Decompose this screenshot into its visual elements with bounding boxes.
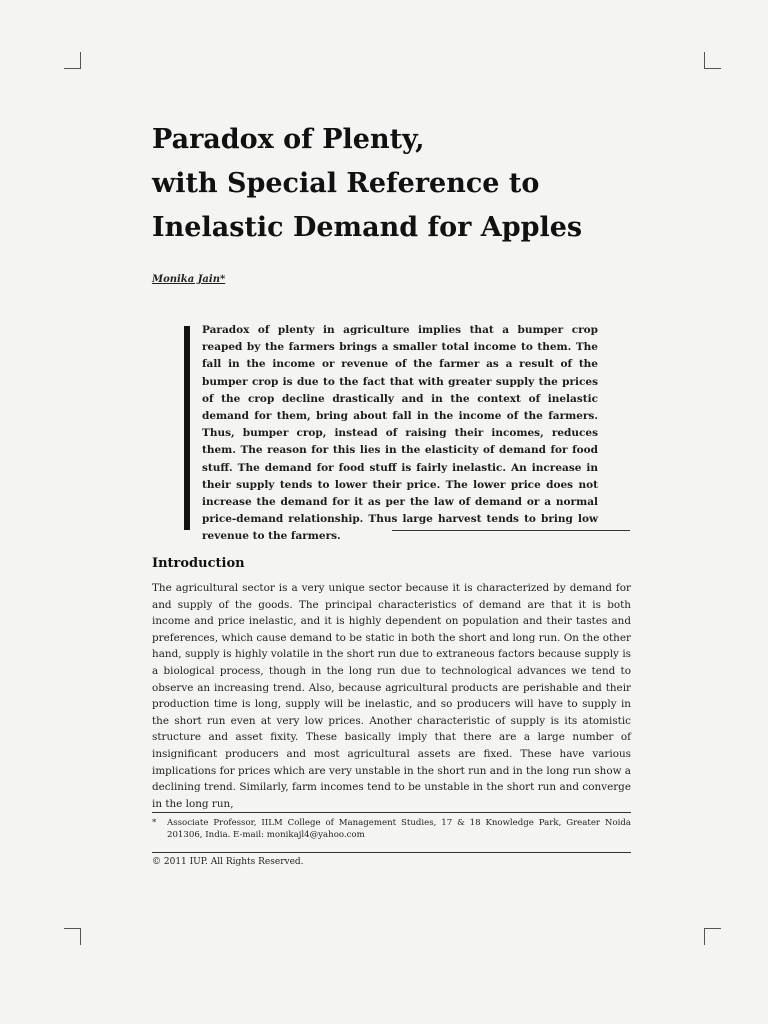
- copyright-divider: [152, 852, 631, 853]
- abstract-side-bar: [184, 326, 190, 530]
- title-line-1: Paradox of Plenty,: [152, 124, 425, 155]
- footnote-text: Associate Professor, IILM College of Management Studies, 17 & 18 Knowledge Park, Greater Noida 201306, India. E-mail: monikajl4@yahoo.com: [167, 818, 631, 840]
- section-heading-introduction: Introduction: [152, 556, 245, 571]
- abstract-text: Paradox of plenty in agriculture implies that a bumper crop reaped by the farmers brings a smaller total income to them. The fall in the income or revenue of the farmer as a result of the bumper crop is due to the fact that with greater supply the prices of the crop decline drastically and in the context of inelastic demand for them, bring about fall in the income of the farmers. Thus, bumper crop, instead of raising their incomes, reduces them. The reason for this lies in the elasticity of demand for food stuff. The demand for food stuff is fairly inelastic. An increase in their supply tends to lower their price. The lower price does not increase the demand for it as per the law of demand or a normal price-demand relationship. Thus large harvest tends to bring low revenue to the farmers.: [202, 324, 598, 543]
- title-line-3: Inelastic Demand for Apples: [152, 212, 583, 243]
- author-name: Monika Jain*: [152, 274, 226, 285]
- crop-mark-top-right: [704, 52, 721, 69]
- footnote-divider: [152, 812, 631, 813]
- introduction-paragraph: The agricultural sector is a very unique sector because it is characterized by demand for and supply of the goods. The principal characteristics of demand are that it is both income and price inelastic, and it is highly dependent on population and their tastes and preferences, which cause demand to be static in both the short and long run. On the other hand, supply is highly volatile in the short run due to extraneous factors because supply is a biological process, though in the long run due to technological advances we tend to observe an increasing trend. Also, because agricultural products are perishable and their production time is long, supply will be inelastic, and so producers will have to supply in the short run even at very low prices. Another characteristic of supply is its atomistic structure and asset fixity. These basically imply that there are a large number of insignificant producers and most agricultural assets are fixed. These have various implications for prices which are very unstable in the short run and in the long run show a declining trend. Similarly, farm incomes tend to be unstable in the short run and converge in the long run,: [152, 582, 631, 810]
- crop-mark-bottom-left: [64, 928, 81, 945]
- abstract-divider: [392, 530, 630, 531]
- crop-mark-top-left: [64, 52, 81, 69]
- crop-mark-bottom-right: [704, 928, 721, 945]
- copyright-notice: © 2011 IUP. All Rights Reserved.: [152, 857, 304, 867]
- title-line-2: with Special Reference to: [152, 168, 540, 199]
- article-title: [152, 118, 672, 250]
- footnote-marker: *: [152, 818, 157, 828]
- footnote: [152, 818, 631, 841]
